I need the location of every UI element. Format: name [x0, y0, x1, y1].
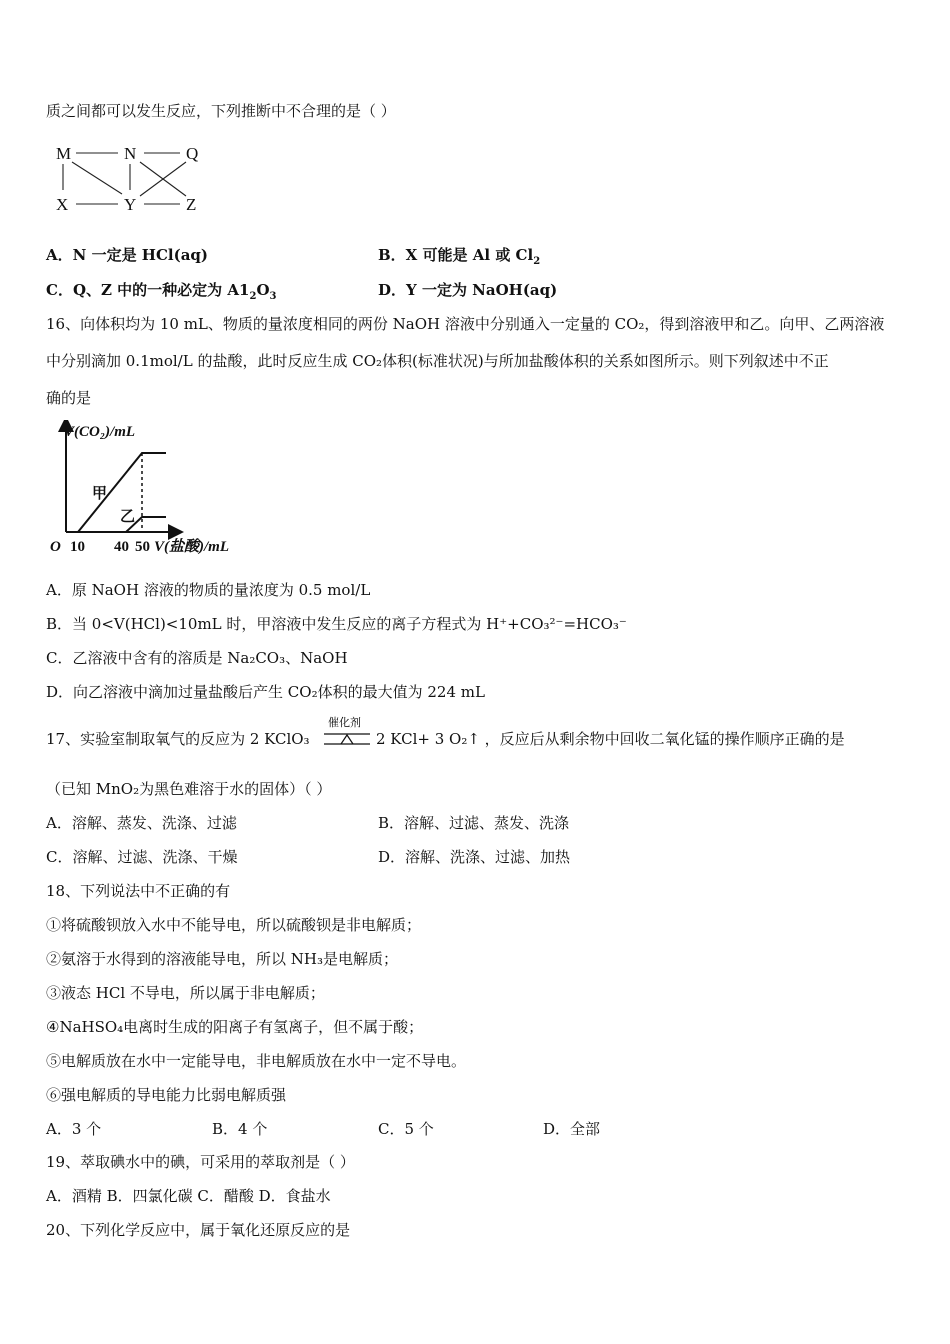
q18-item-3: ③液态 HCl 不导电，所以属于非电解质； [46, 984, 325, 1002]
node-y: Y [124, 195, 137, 214]
q18-item-4: ④NaHSO₄电离时生成的阳离子有氢离子，但不属于酸； [46, 1018, 424, 1036]
q19-options[interactable]: A．酒精 B．四氯化碳 C．醋酸 D．食盐水 [46, 1187, 331, 1205]
label-yi: 乙 [120, 509, 136, 525]
q17-stem-post: 2 KCl+ 3 O₂↑ ，反应后从剩余物中回收二氧化锰的操作顺序正确的是 [376, 730, 845, 748]
q20-stem: 20、下列化学反应中，属于氧化还原反应的是 [46, 1221, 351, 1239]
q17-option-b[interactable]: B．溶解、过滤、蒸发、洗涤 [378, 814, 570, 832]
tick-40: 40 [114, 539, 129, 555]
q15-option-a[interactable]: A．N 一定是 HCl(aq) [46, 246, 209, 264]
q18-item-1: ①将硫酸钡放入水中不能导电，所以硫酸钡是非电解质； [46, 916, 422, 934]
catalyst-label: 催化剂 [328, 716, 361, 729]
q16-stem-line3: 确的是 [46, 389, 92, 407]
tick-10: 10 [70, 539, 85, 555]
label-jia: 甲 [92, 486, 108, 502]
q18-item-2: ②氨溶于水得到的溶液能导电，所以 NH₃是电解质； [46, 950, 398, 968]
q18-option-b[interactable]: B．4 个 [212, 1120, 268, 1138]
node-m: M [56, 144, 72, 163]
q18-item-5: ⑤电解质放在水中一定能导电，非电解质放在水中一定不导电。 [46, 1052, 467, 1070]
q15-stem: 质之间都可以发生反应，下列推断中不合理的是（ ） [46, 102, 396, 120]
q16-stem-line1: 16、向体积均为 10 mL、物质的量浓度相同的两份 NaOH 溶液中分别通入一定量的 CO₂，得到溶液甲和乙。向甲、乙两溶液 [46, 315, 885, 333]
q17-option-a[interactable]: A．溶解、蒸发、洗涤、过滤 [46, 814, 237, 832]
q19-stem: 19、萃取碘水中的碘，可采用的萃取剂是（ ） [46, 1153, 355, 1171]
q17-stem-pre: 17、实验室制取氧气的反应为 2 KClO₃ [46, 730, 310, 748]
node-n: N [124, 144, 137, 163]
q16-graph [48, 420, 258, 566]
y-axis-label: V(CO₂)/mL [64, 424, 136, 440]
q16-option-b[interactable]: B．当 0<V(HCl)<10mL 时，甲溶液中发生反应的离子方程式为 H⁺+CO₃²⁻=HCO₃⁻ [46, 615, 627, 633]
q17-option-d[interactable]: D．溶解、洗涤、过滤、加热 [378, 848, 571, 866]
q18-item-6: ⑥强电解质的导电能力比弱电解质强 [46, 1086, 287, 1104]
q16-option-d[interactable]: D．向乙溶液中滴加过量盐酸后产生 CO₂体积的最大值为 224 mL [46, 683, 485, 701]
q15-relation-diagram [52, 140, 212, 216]
q18-option-c[interactable]: C．5 个 [378, 1120, 434, 1138]
q18-option-a[interactable]: A．3 个 [46, 1120, 102, 1138]
q17-option-c[interactable]: C．溶解、过滤、洗涤、干燥 [46, 848, 238, 866]
q18-stem: 18、下列说法中不正确的有 [46, 882, 231, 900]
q17-note: （已知 MnO₂为黑色难溶于水的固体）（ ） [46, 780, 332, 798]
q16-option-a[interactable]: A．原 NaOH 溶液的物质的量浓度为 0.5 mol/L [46, 581, 371, 599]
q15-option-c[interactable]: C．Q、Z 中的一种必定为 $A1_2O_3$ [46, 281, 277, 302]
catalyst-arrow [322, 714, 372, 748]
origin-label: O [50, 539, 61, 555]
q18-option-d[interactable]: D．全部 [543, 1120, 601, 1138]
node-z: Z [186, 195, 197, 214]
tick-50: 50 [135, 539, 150, 555]
q15-option-d[interactable]: D．Y 一定为 NaOH(aq) [378, 281, 558, 299]
q15-option-b[interactable]: B．X 可能是 Al 或 $Cl_2$ [378, 246, 541, 267]
q16-option-c[interactable]: C．乙溶液中含有的溶质是 Na₂CO₃、NaOH [46, 649, 348, 667]
x-axis-label: V(盐酸)/mL [154, 539, 229, 555]
q16-stem-line2: 中分别滴加 0.1mol/L 的盐酸，此时反应生成 CO₂体积(标准状况)与所加盐酸体积的关系如图所示。则下列叙述中不正 [46, 352, 829, 370]
heat-triangle-icon [341, 735, 353, 744]
node-q: Q [186, 144, 199, 163]
node-x: X [56, 195, 69, 214]
